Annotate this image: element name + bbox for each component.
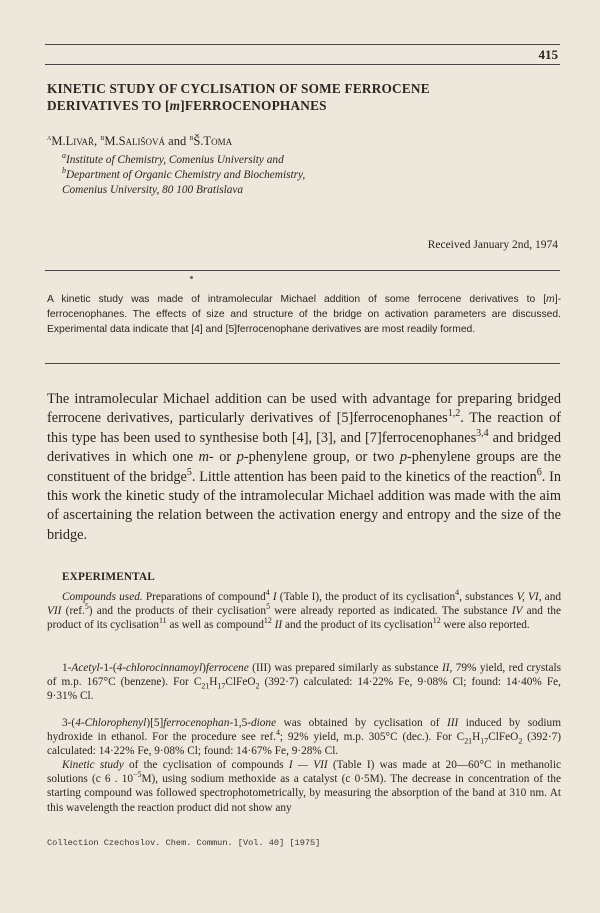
abstract: A kinetic study was made of intramolecular Michael addition of some ferrocene derivatives to [m]-ferrocenophanes. The effects of size and structure of the bridge on activation parameters are discussed. Experimental data indicate that [4] and [5]ferrocenophane derivatives are most readily formed.: [47, 294, 561, 336]
journal-footer: Collection Czechoslov. Chem. Commun. [Vol. 40] [1975]: [47, 838, 321, 848]
affiliations: $^a$Institute of Chemistry, Comenius University and $^b$Department of Organic Chemistry and Biochemistry, Comenius University, 80 100 Bratislava: [62, 151, 306, 196]
paragraph-kinetic-study: Kinetic study of the cyclisation of compounds I — VII (Table I) was made at 20—60°C in methanolic solutions (c 6 . $10^{-5}M$), using sodium methoxide as a catalyst (c 0·5M). The decrease in concentration of the starting compound was followed spectrophotometrically, by measuring the absorption of the band at 310 nm. At this wavelength the reaction product did not show any: [47, 759, 561, 814]
received-date: Received January 2nd, 1974: [427, 239, 558, 251]
introduction-paragraph: The intramolecular Michael addition can be used with advantage for preparing bridged ferrocene derivatives, particularly derivatives of [5]ferrocenophanes$^{1,2}$. The reaction of this type has been used to synthesise both [4], [3], and [7]ferrocenophanes$^{3,4}$ and bridged derivatives in which one m- or p-phenylene group, or two p-phenylene groups are the constituent of the bridge$^5$. Little attention has been paid to the kinetics of the reaction$^6$. In this work the kinetic study of the intramolecular Michael addition was made with the aim of ascertaining the relation between the activation energy and entropy and the size of the bridge.: [47, 391, 562, 543]
page-number: 415: [538, 47, 558, 62]
abstract-top-rule: [45, 270, 560, 271]
section-heading: EXPERIMENTAL: [62, 571, 155, 583]
author-list: $^a$M.Livař, $^b$M.Sališová and $^b$Š.Toma: [47, 131, 233, 148]
ink-speck: [190, 276, 193, 279]
paragraph-compound-iii: 1-Acetyl-1-(4-chlorocinnamoyl)ferrocene (III) was prepared similarly as substance II, 79% yield, red crystals of m.p. 167°C (benzene). For $C_{21}H_{17}ClFeO_2$ (392·7) calculated: 14·22% Fe, 9·08% Cl; found: 14·40% Fe, 9·31% Cl.: [47, 662, 561, 703]
paragraph-compounds-used: Compounds used. Preparations of compound$^4$ I (Table I), the product of its cyclisation$^4$, substances V, VI, and VII (ref.$^5$) and the products of their cyclisation$^5$ were already reported as indicated. The substance IV and the product of its cyclisation$^{11}$ as well as compound$^{12}$ II and the product of its cyclisation$^{12}$ were also reported.: [47, 588, 561, 632]
header-rule: [45, 44, 560, 45]
paragraph-ferrocenophane-dione: 3-(4-Chlorophenyl)[5]ferrocenophan-1,5-dione was obtained by cyclisation of III induced by sodium hydroxide in ethanol. For the procedure see ref.$^4$; 92% yield, m.p. 305°C (dec.). For $C_{21}H_{17}ClFeO_2$ (392·7) calculated: 14·22% Fe, 9·08% Cl; found: 14·67% Fe, 9·28% Cl.: [47, 717, 561, 758]
abstract-bottom-rule: [45, 363, 560, 364]
header-rule-lower: [45, 64, 560, 65]
article-title: KINETIC STUDY OF CYCLISATION OF SOME FERROCENE DERIVATIVES TO [m]FERROCENOPHANES: [47, 81, 430, 113]
